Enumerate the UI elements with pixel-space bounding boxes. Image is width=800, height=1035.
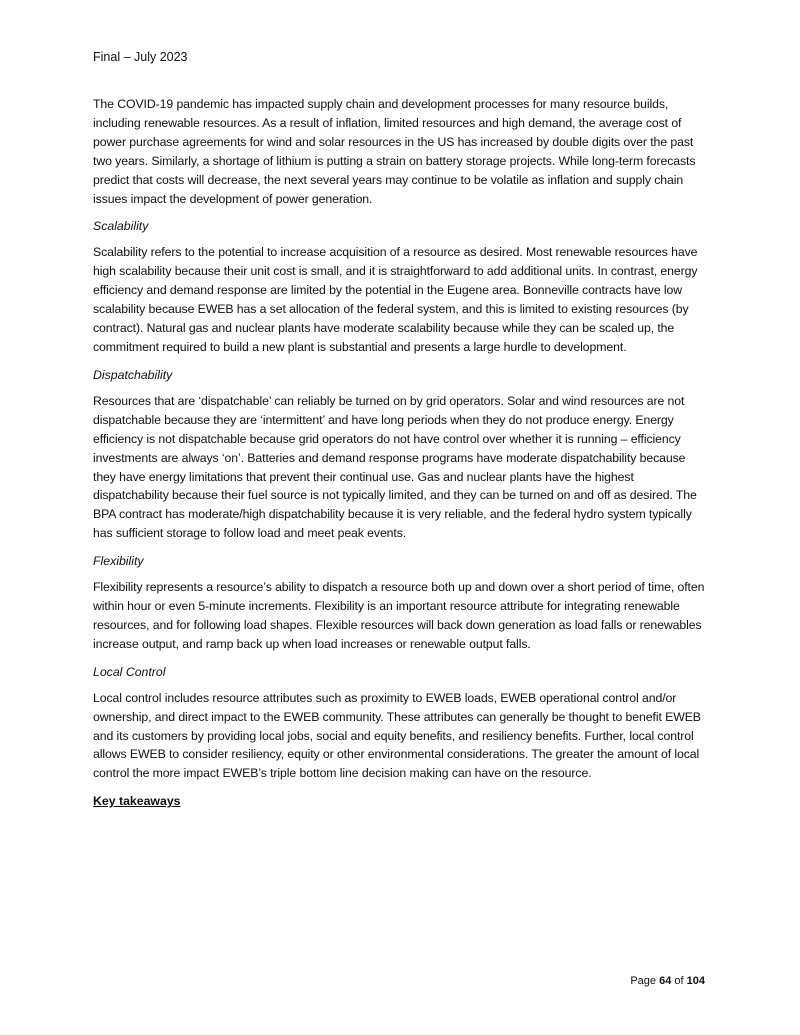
document-page: [93, 0, 713, 1035]
document-header: Final – July 2023: [93, 50, 188, 64]
page-label: Page: [630, 975, 657, 987]
local-control-heading: Local Control: [93, 664, 166, 679]
page-number: [630, 974, 705, 988]
local-control-paragraph: Local control includes resource attributes such as proximity to EWEB loads, EWEB operational control and/or ownership, and direct impact to the EWEB community. These attributes can generally be thought to benefit EWEB and its customers by providing local jobs, social and equity benefits, and resiliency benefits. Further, local control allows EWEB to consider resiliency, equity or other environmental considerations. The greater the amount of local control the more impact EWEB’s triple bottom line decision making can have on the resource.: [93, 690, 701, 781]
scalability-heading: Scalability: [93, 219, 149, 234]
intro-paragraph: The COVID-19 pandemic has impacted supply chain and development processes for many resource builds, including renewable resources. As a result of inflation, limited resources and high demand, the average cost of power purchase agreements for wind and solar resources in the US has increased by double digits over the past two years. Similarly, a shortage of lithium is putting a strain on battery storage projects. While long-term forecasts predict that costs will decrease, the next several years may continue to be volatile as inflation and supply chain issues impact the development of power generation.: [93, 97, 696, 206]
page-of-label: of: [674, 975, 684, 987]
dispatchability-heading: Dispatchability: [93, 367, 173, 382]
flexibility-paragraph: Flexibility represents a resource’s ability to dispatch a resource both up and down over a short period of time, often within hour or even 5-minute increments. Flexibility is an important resource attribute for integrating renewable resources, and for following load shapes. Flexible resources will back down generation as load falls or renewables increase output, and ramp back up when load increases or renewable output falls.: [93, 580, 705, 651]
total-page-count: 104: [686, 975, 705, 987]
current-page-number: 64: [659, 975, 672, 987]
flexibility-heading: Flexibility: [93, 554, 144, 569]
scalability-paragraph: Scalability refers to the potential to increase acquisition of a resource as desired. Most renewable resources have high scalability because their unit cost is small, and it is straightforward to add additional units. In contrast, energy efficiency and demand response are limited by the potential in the Eugene area. Bonneville contracts have low scalability because EWEB has a set allocation of the federal system, and this is limited to existing resources (by contract). Natural gas and nuclear plants have moderate scalability because while they can be scaled up, the commitment required to build a new plant is substantial and presents a large hurdle to development.: [93, 245, 698, 354]
key-takeaways-heading: Key takeaways: [93, 794, 181, 809]
document-body: [93, 95, 711, 810]
dispatchability-paragraph: Resources that are ‘dispatchable’ can reliably be turned on by grid operators. Solar and wind resources are not dispatchable because they are ‘intermittent’ and have long periods when they do not produce energy. Energy efficiency is not dispatchable because grid operators do not have control over whether it is running – efficiency investments are always ‘on’. Batteries and demand response programs have moderate dispatchability because they have energy limitations that prevent their continual use. Gas and nuclear plants have the highest dispatchability because their fuel source is not typically limited, and they can be turned on and off as desired. The BPA contract has moderate/high dispatchability because it is very reliable, and the federal hydro system typically has sufficient storage to follow load and meet peak events.: [93, 393, 697, 541]
